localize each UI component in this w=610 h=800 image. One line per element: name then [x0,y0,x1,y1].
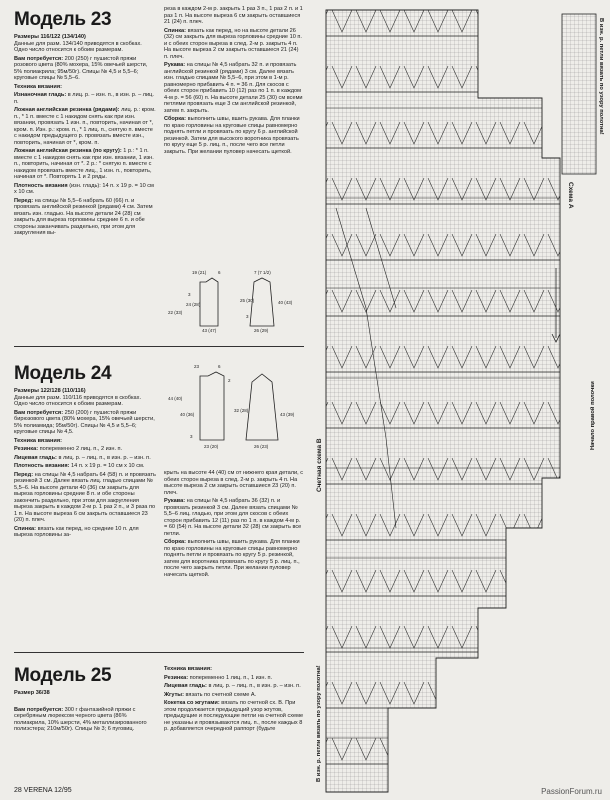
model-24-t1-head: Резинка: [14,446,39,452]
model-24-assembly: выполнить швы, вшить рукава. Для планки по краю горловины на круговые спицы равномерно поднять петли и провязать по кругу 5 р. резинкой, затем для воротника провязать по кругу 5 р. лиц. п., после чего закрыть петли. При желании пуловер начесать щеткой. [164,539,300,578]
model-24-assembly-head: Сборка: [164,539,187,545]
model-24-sizes-note: Данные для разм. 110/116 приводятся в скобках. Одно число относится к обоим размерам. [14,394,142,407]
d1-label-j: 26 (29) [254,328,269,333]
watermark: PassionForum.ru [541,787,602,796]
model-24-col1 [14,364,156,541]
model-24-back-cont: крыть на высоте 44 (40) см от нижнего края детали, с обеих сторон выреза в след. 2-м р. закрыть 4 п. На высоте выреза 2 см закрыть оставшиеся 23 (20) п. плеч. [164,470,304,496]
model-23-col1 [14,10,156,239]
chart-a-title: Схема А [567,182,574,209]
model-25-materials-head: Вам потребуется: [14,706,64,713]
model-23-pattern-diagram [166,266,306,334]
model-23-col2 [164,6,304,157]
model-25-t4: вязать по счетной сх. В. При этом продолжается предыдущий узор жгутов, предыдущие и последующие петли на счетной схеме не указаны и провязываются лиц. п., после каждых 8 р. добавляется очередной раппорт (будьте [164,700,304,732]
model-23-front: на спицы № 5,5–6 набрать 60 (66) п. и провязать английской резинкой (рядами) 4 см. Затем вязать изн. гладью. На высоте детали 24 (28) см закрыть для выреза горловины средние 6 п. и обе стороны заканчивать раздельно, при этом для закругления вы- [14,197,153,236]
d2-label-d: 44 (40) [168,396,183,401]
chart-grid [326,10,560,792]
model-24-density: 14 п. х 19 р. = 10 см х 10 см. [71,463,145,469]
d1-label-f: 43 (47) [202,328,217,333]
d1-label-d: 3 [188,292,191,297]
model-23-sleeves: на спицы № 4,5 набрать 32 п. и провязать английской резинкой (рядами) 3 см. Далее вязать изн. гладью спицами № 5,5–6, при этом в 1-м р. равномерно прибавить 4 п. = 36 п. Для скосов с обеих сторон прибавить 10 (12) раз по 1 п. в каждом 4-м р. = 56 (60) п. На высоте детали 25 (30) см всеми петлями провязать еще 3 см английской резинкой, затем п. закрыть. [164,62,303,114]
model-24-sizes: Размеры 122/128 (110/116) [14,388,86,394]
d1-label-b: 6 [218,270,221,275]
model-23-front-cont: реза в каждом 2-м р. закрыть 1 раз 3 п., 1 раз 2 п. и 1 раз 1 п. На высоте выреза 6 см закрыть оставшиеся 21 (24) п. плеч. [164,6,303,25]
model-25-t4-head: Кокетка со жгутами: [164,700,220,706]
model-23-sizes: Размеры 116/122 (134/140) [14,34,86,40]
d2-label-c: 2 [228,378,231,383]
model-23-t1: в лиц. р. – изн. п., в изн. р. – лиц. п. [14,92,154,105]
page-footer [14,787,72,794]
model-23-t3-head: Ложная английская резинка (по кругу): [14,148,122,154]
magazine-issue: VERENA 12/95 [23,787,72,794]
model-24-sleeves-head: Рукава: [164,498,186,504]
model-24-back: вязать как перед, но средние 10 п. для выреза горловины за- [14,525,139,538]
model-25-t2-head: Лицевая гладь: [164,683,207,689]
section-divider-2 [14,652,304,653]
model-25-t3-head: Жгуты: [164,691,184,698]
d1-label-h: 25 (30) [240,298,255,303]
model-24-front: на спицы № 4,5 набрать 64 (58) п. и провязать резинкой 3 см. Далее вязать лиц. гладью спицами № 5,5–6. На высоте детали 40 (36) см закрыть для выреза горловины средние 8 п. и обе стороны закончить раздельно, при этом для закругления выреза закрыть в каждом 2-м р. 1 раз 2 п., и 3 раза по 1 п. На высоте выреза 6 см закрыть оставшиеся 23 (20) п. плеч. [14,471,156,523]
model-23-sleeves-head: Рукава: [164,62,186,68]
chart-schema-a-grid [562,14,596,174]
model-23-t2: лиц. р.: кром. п., * 1 п. вместе с 1 накидом снять как при изн. вязании, провязать 1 изн. п., повторить, начиная от *, кром. п. Изн. р.: кром. п., * 1 лиц. п., снятую п. вместе с накидом предыдущего р. провязать вместе изн., повторить, начиная от *, кром. п. [14,107,156,146]
model-24-back-head: Спинка: [14,525,37,532]
model-25-t1-head: Резинка: [164,674,189,681]
model-25-t1: попеременно 1 лиц. п., 1 изн. п. [189,674,273,681]
model-23-assembly-head: Сборка: [164,116,187,122]
model-23-tech-head: Техника вязания: [14,83,62,90]
model-24-pattern-diagram [166,360,306,450]
model-24-title: Модель 24 [14,363,112,384]
model-25-materials: 300 г фантазийной пряжи с серебряным люрексом черного цвета (86% полиакрила, 10% шерсти, 4% металлизированного полиэстера; 210м/50г). Спицы № 3; 6 пуговиц. [14,706,147,732]
section-divider-1 [14,346,304,347]
model-24-t1: попеременно 2 лиц. п., 2 изн. п. [39,446,123,452]
model-23-materials: 200 (250) г пушистой пряжи розового цвета (80% мохера, 15% овечьей шерсти, 5% полиакрила; 95м/50г). Спицы № 4,5 и 5,5–6; круговые спицы № 5,5–6. [14,55,148,81]
d1-label-k: 40 (43) [278,300,293,305]
model-24-materials: 250 (200) г пушистой пряжи бирюзового цвета (80% мохера, 15% овечьей шерсти, 5% полиамида; 95м/50г). Спицы № 4,5 и 5,5–6; круговые спицы № 4,5. [14,409,155,435]
chart-b-title: Счетная схема В [316,438,323,492]
d2-label-e: 40 (36) [180,412,195,417]
model-23-t2-head: Ложная английская резинка (рядами): [14,107,120,113]
d2-label-f: 3 [190,434,193,439]
model-25-tech-head: Техника вязания: [164,666,212,672]
d2-label-a: 23 [194,364,200,369]
model-25-sizes: Размер 36/38 [14,690,50,696]
model-25-col2 [164,666,304,735]
model-23-assembly: выполнить швы, вшить рукава. Для планки по краю горловины на круговые спицы равномерно поднять петли и провязать по кругу 6 р. английской резинкой. Затем для высокого воротника провязать по кругу еще 5 р. лиц. п., после чего все петли закрыть. При желании пуловер начесать щеткой. [164,116,300,155]
chart-note-bottom: В изн. р. петли вязать по узору полотна! [316,665,322,782]
d2-label-g: 23 (20) [204,444,219,449]
model-23-density: (изн. гладь): 14 п. х 19 р. = 10 см х 10 см. [14,182,154,195]
d1-label-c: 7 (7 1/2) [254,270,271,275]
model-23-back: вязать как перед, но на высоте детали 26 (32) см закрыть для выреза горловины средние 10 п. и с обеих сторон выреза в след. 2-м р. закрыть 4 п. На высоте выреза 2 см закрыть оставшиеся 21 (24) п. плеч. [164,27,302,60]
model-25-title: Модель 25 [14,665,112,686]
model-24-t2: в лиц. р. – лиц. п., в изн. р. – изн. п. [58,454,151,461]
model-24-tech-head: Техника вязания: [14,437,62,444]
d1-label-e: 24 (28) [186,302,201,307]
d2-label-b: 6 [218,364,221,369]
model-24-col2 [164,470,304,580]
model-23-t1-head: Изнаночная гладь: [14,92,67,98]
chart-note-top: В изн. р. петли вязать по узору полотна! [598,18,604,135]
model-23-sizes-note: Данные для разм. 134/140 приводятся в скобках. Одно число относится к обоим размерам. [14,40,142,53]
model-25-t2: в лиц. р. – лиц. п., в изн. р. – изн. п. [208,683,301,689]
d1-label-i: 3 [246,314,249,319]
knitting-chart-b [306,8,606,796]
model-23-materials-head: Вам потребуется: [14,55,64,62]
model-24-front-head: Перед: [14,471,34,478]
model-25-t3: вязать по счетной схеме А. [185,691,257,698]
model-23-density-head: Плотность вязания [14,182,68,189]
model-23-title: Модель 23 [14,9,112,30]
chart-start-label: Начало правой полочки [590,381,596,450]
model-23-back-head: Спинка: [164,27,187,34]
model-23-t3: 1 р.: * 1 п. вместе с 1 накидом снять как при изн. вязании, 1 изн. п., повторить, начиная от *. 2 р.: * снятую п. вместе с накидом провязать вместе лиц., 1 изн. п., повторить, начиная от *. Повторять 1 и 2 ряды. [14,148,154,180]
page-number: 28 [14,787,22,794]
d1-label-g: 22 (33) [168,310,183,315]
d2-label-j: 43 (39) [280,412,295,417]
d1-label-a: 19 (21) [192,270,207,275]
d2-label-i: 26 (23) [254,444,269,449]
model-24-sleeves: на спицы № 4,5 набрать 36 (32) п. и провязать резинкой 3 см. Далее вязать спицами № 5,5–6 лиц. гладью, при этом для скосов с обеих сторон прибавить 12 (11) раз по 1 п. в каждом 4-м р. = 60 (54) п. На высоте детали 32 (28) см закрыть все петли. [164,498,302,537]
model-24-materials-head: Вам потребуется: [14,409,64,416]
model-25-col1 [14,666,156,735]
model-24-density-head: Плотность вязания: [14,463,70,469]
model-24-t2-head: Лицевая гладь: [14,454,57,461]
model-23-front-head: Перед: [14,197,34,204]
d2-label-h: 32 (28) [234,408,249,413]
